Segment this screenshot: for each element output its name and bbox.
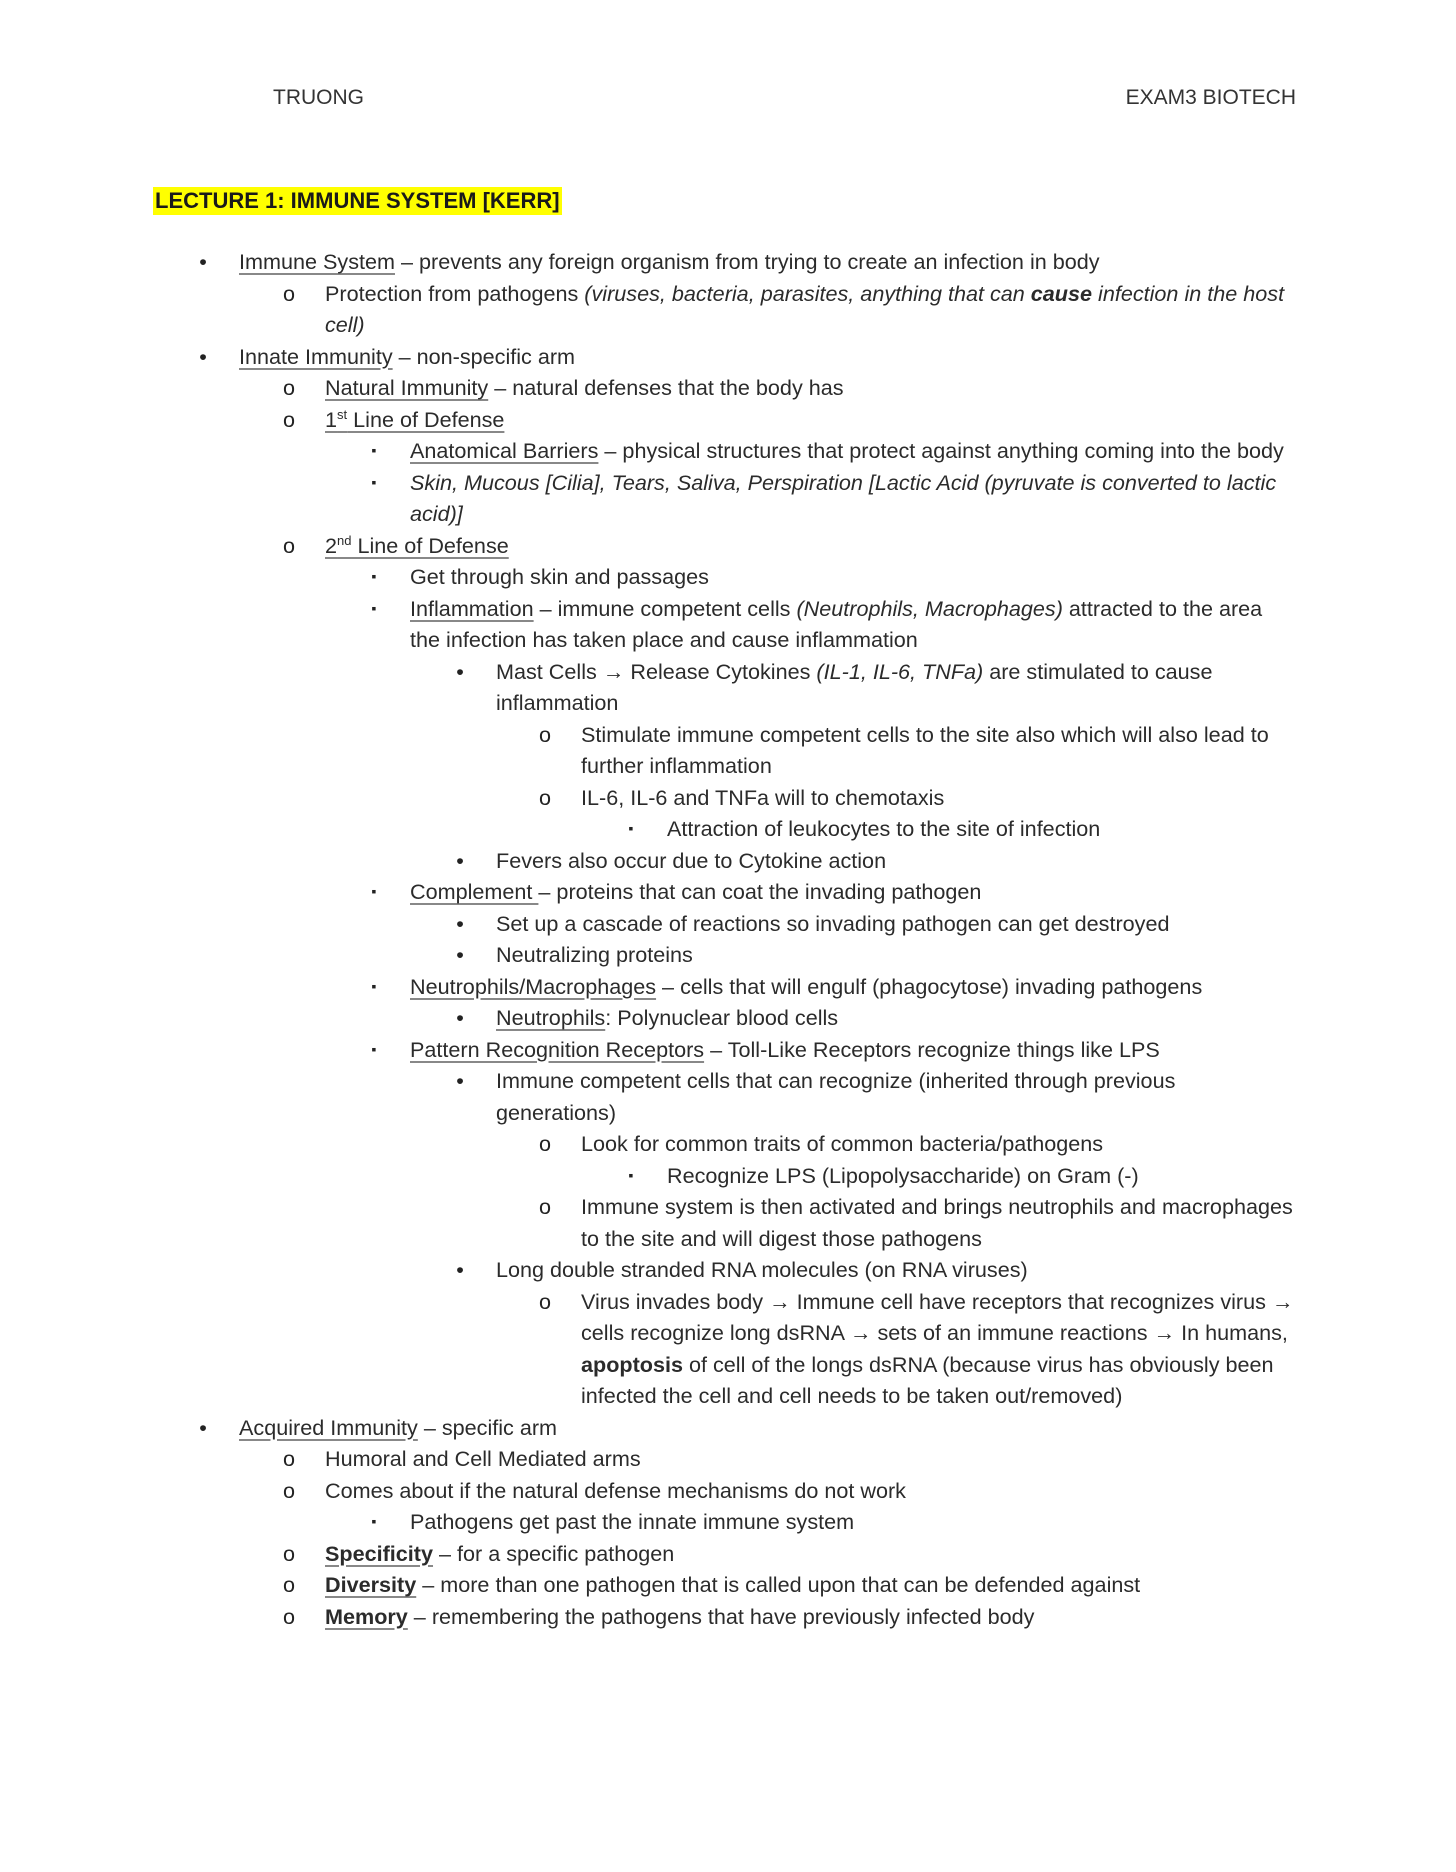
list-item [0, 1002, 1456, 1034]
circle-marker: o [282, 1446, 295, 1471]
square-marker: ▪ [371, 568, 377, 584]
definition: – cells that will engulf (phagocytose) invading pathogens [656, 973, 1203, 999]
square-marker: ▪ [371, 599, 377, 616]
circle-marker: o [282, 532, 295, 558]
text: st [337, 406, 348, 422]
list-item [0, 1506, 1456, 1538]
square-marker: ▪ [371, 473, 377, 490]
definition: – physical structures that protect against anything coming into the body [598, 438, 1284, 463]
text: (viruses, bacteria, parasites, anything that can [584, 280, 1031, 306]
circle-marker: o [282, 375, 295, 400]
list-item [0, 372, 1456, 404]
list-item [0, 1412, 1456, 1444]
text: (IL-1, IL-6, TNFa) [816, 658, 984, 684]
term: Immune System [239, 249, 395, 274]
term: Neutrophils [496, 1005, 606, 1030]
term: Anatomical Barriers [410, 438, 599, 463]
term: Neutrophils/Macrophages [410, 973, 657, 999]
definition: – immune competent cells [533, 595, 797, 621]
text: Immune system is then activated and brings neutrophils and macrophages to the site and will digest those pathogens [581, 1194, 1293, 1251]
definition: – remembering the pathogens that have previously infected body [407, 1603, 1035, 1629]
text: Long double stranded RNA molecules (on RNA viruses) [496, 1257, 1028, 1282]
bullet-marker: • [199, 249, 207, 274]
term: Specificity [325, 1540, 434, 1566]
text: Mast Cells → Release Cytokines [496, 658, 817, 684]
circle-marker: o [282, 1603, 295, 1629]
list-item [0, 246, 1456, 278]
term: Memory [325, 1603, 408, 1629]
bullet-marker: • [456, 658, 464, 684]
list-item [0, 341, 1456, 373]
list-item [0, 939, 1456, 971]
text: Fevers also occur due to Cytokine action [496, 847, 887, 873]
term: Innate Immunity [239, 343, 393, 369]
text: nd [337, 532, 352, 548]
list-item [0, 561, 1456, 593]
list-item [0, 876, 1456, 908]
bullet-marker: • [456, 910, 464, 936]
definition: attracted to the area the infection has taken place and cause inflammation [410, 595, 1263, 652]
text: of cell of the longs dsRNA (because virus has obviously been infected the cell and cell needs to be taken out/removed) [581, 1351, 1274, 1408]
text: 1 [325, 406, 338, 432]
list-item [0, 782, 1456, 814]
list-item [0, 1443, 1456, 1475]
text: Neutralizing proteins [496, 942, 693, 967]
list-item [0, 1254, 1456, 1286]
list-item [0, 813, 1456, 845]
bullet-marker: • [199, 343, 207, 369]
text: Protection from pathogens [325, 280, 585, 306]
square-marker: ▪ [371, 442, 377, 458]
definition: – natural defenses that the body has [488, 375, 844, 400]
term: Pattern Recognition Receptors [410, 1036, 705, 1062]
text: infection in the host cell) [325, 280, 1285, 337]
square-marker: ▪ [628, 820, 634, 836]
square-marker: ▪ [371, 1513, 377, 1529]
list-item [0, 1065, 1456, 1128]
bullet-marker: • [456, 847, 464, 873]
list-item [0, 971, 1456, 1003]
list-item [0, 278, 1456, 341]
lecture-title: LECTURE 1: IMMUNE SYSTEM [KERR] [155, 188, 560, 213]
text: are stimulated to cause inflammation [496, 658, 1213, 715]
outline [0, 246, 1456, 1632]
text: Comes about if the natural defense mechanisms do not work [325, 1477, 906, 1503]
text: 2 [325, 532, 338, 558]
term: Acquired Immunity [239, 1414, 418, 1440]
bullet-marker: • [456, 1005, 464, 1030]
definition: : Polynuclear blood cells [605, 1005, 839, 1030]
list-item [0, 1601, 1456, 1633]
list-item [0, 1128, 1456, 1160]
square-marker: ▪ [371, 883, 377, 899]
text: Attraction of leukocytes to the site of infection [667, 816, 1101, 841]
text: Look for common traits of common bacteria/pathogens [581, 1131, 1104, 1156]
term: Natural Immunity [325, 375, 489, 400]
header-course: EXAM3 BIOTECH [1125, 86, 1296, 109]
list-item [0, 435, 1456, 467]
circle-marker: o [538, 1131, 551, 1156]
circle-marker: o [282, 1540, 295, 1566]
list-item [0, 1286, 1456, 1412]
text: Stimulate immune competent cells to the site also which will also lead to further inflammation [581, 721, 1269, 778]
text: Skin, Mucous [Cilia], Tears, Saliva, Perspiration [Lactic Acid (pyruvate is converted to lactic acid)] [410, 469, 1277, 526]
text: Virus invades body → Immune cell have receptors that recognizes virus → cells recognize long dsRNA → sets of an immune reactions → In humans, [581, 1288, 1294, 1345]
text: apoptosis [581, 1351, 683, 1377]
text: Get through skin and passages [410, 564, 709, 589]
circle-marker: o [282, 406, 295, 432]
definition: – proteins that can coat the invading pathogen [538, 879, 982, 904]
list-item [0, 1475, 1456, 1507]
text: Line of Defense [347, 406, 505, 432]
text: Pathogens get past the innate immune system [410, 1509, 855, 1534]
text: Humoral and Cell Mediated arms [325, 1446, 641, 1471]
definition: – prevents any foreign organism from trying to create an infection in body [395, 249, 1100, 274]
list-item [0, 1569, 1456, 1601]
list-item [0, 1160, 1456, 1192]
text: cause [1030, 280, 1093, 306]
list-item [0, 1538, 1456, 1570]
text: (Neutrophils, Macrophages) [796, 595, 1063, 621]
circle-marker: o [538, 721, 551, 747]
list-item [0, 1191, 1456, 1254]
term: Complement [410, 879, 539, 904]
list-item [0, 908, 1456, 940]
list-item [0, 467, 1456, 530]
list-item [0, 530, 1456, 562]
circle-marker: o [538, 1194, 551, 1219]
text: Recognize LPS (Lipopolysaccharide) on Gram (-) [667, 1162, 1139, 1188]
text: Immune competent cells that can recognize (inherited through previous generations) [496, 1068, 1176, 1125]
list-item [0, 593, 1456, 656]
definition: – Toll-Like Receptors recognize things like LPS [704, 1036, 1160, 1062]
circle-marker: o [282, 280, 295, 306]
circle-marker: o [538, 1288, 551, 1314]
square-marker: ▪ [371, 977, 377, 994]
list-item [0, 404, 1456, 436]
definition: – more than one pathogen that is called upon that can be defended against [416, 1572, 1141, 1597]
term: Inflammation [410, 595, 534, 621]
list-item [0, 845, 1456, 877]
text: Set up a cascade of reactions so invading pathogen can get destroyed [496, 910, 1170, 936]
square-marker: ▪ [371, 1040, 377, 1057]
bullet-marker: • [456, 1257, 464, 1282]
list-item [0, 656, 1456, 719]
bullet-marker: • [199, 1414, 207, 1440]
bullet-marker: • [456, 1068, 464, 1093]
square-marker: ▪ [628, 1166, 634, 1183]
list-item [0, 1034, 1456, 1066]
list-item [0, 719, 1456, 782]
circle-marker: o [282, 1572, 295, 1597]
definition: – specific arm [417, 1414, 558, 1440]
text: Line of Defense [351, 532, 509, 558]
bullet-marker: • [456, 942, 464, 967]
circle-marker: o [282, 1477, 295, 1503]
term: Diversity [325, 1572, 417, 1597]
circle-marker: o [538, 784, 551, 810]
header-author: TRUONG [273, 86, 364, 109]
definition: – non-specific arm [392, 343, 576, 369]
text: IL-6, IL-6 and TNFa will to chemotaxis [581, 784, 945, 810]
definition: – for a specific pathogen [433, 1540, 675, 1566]
